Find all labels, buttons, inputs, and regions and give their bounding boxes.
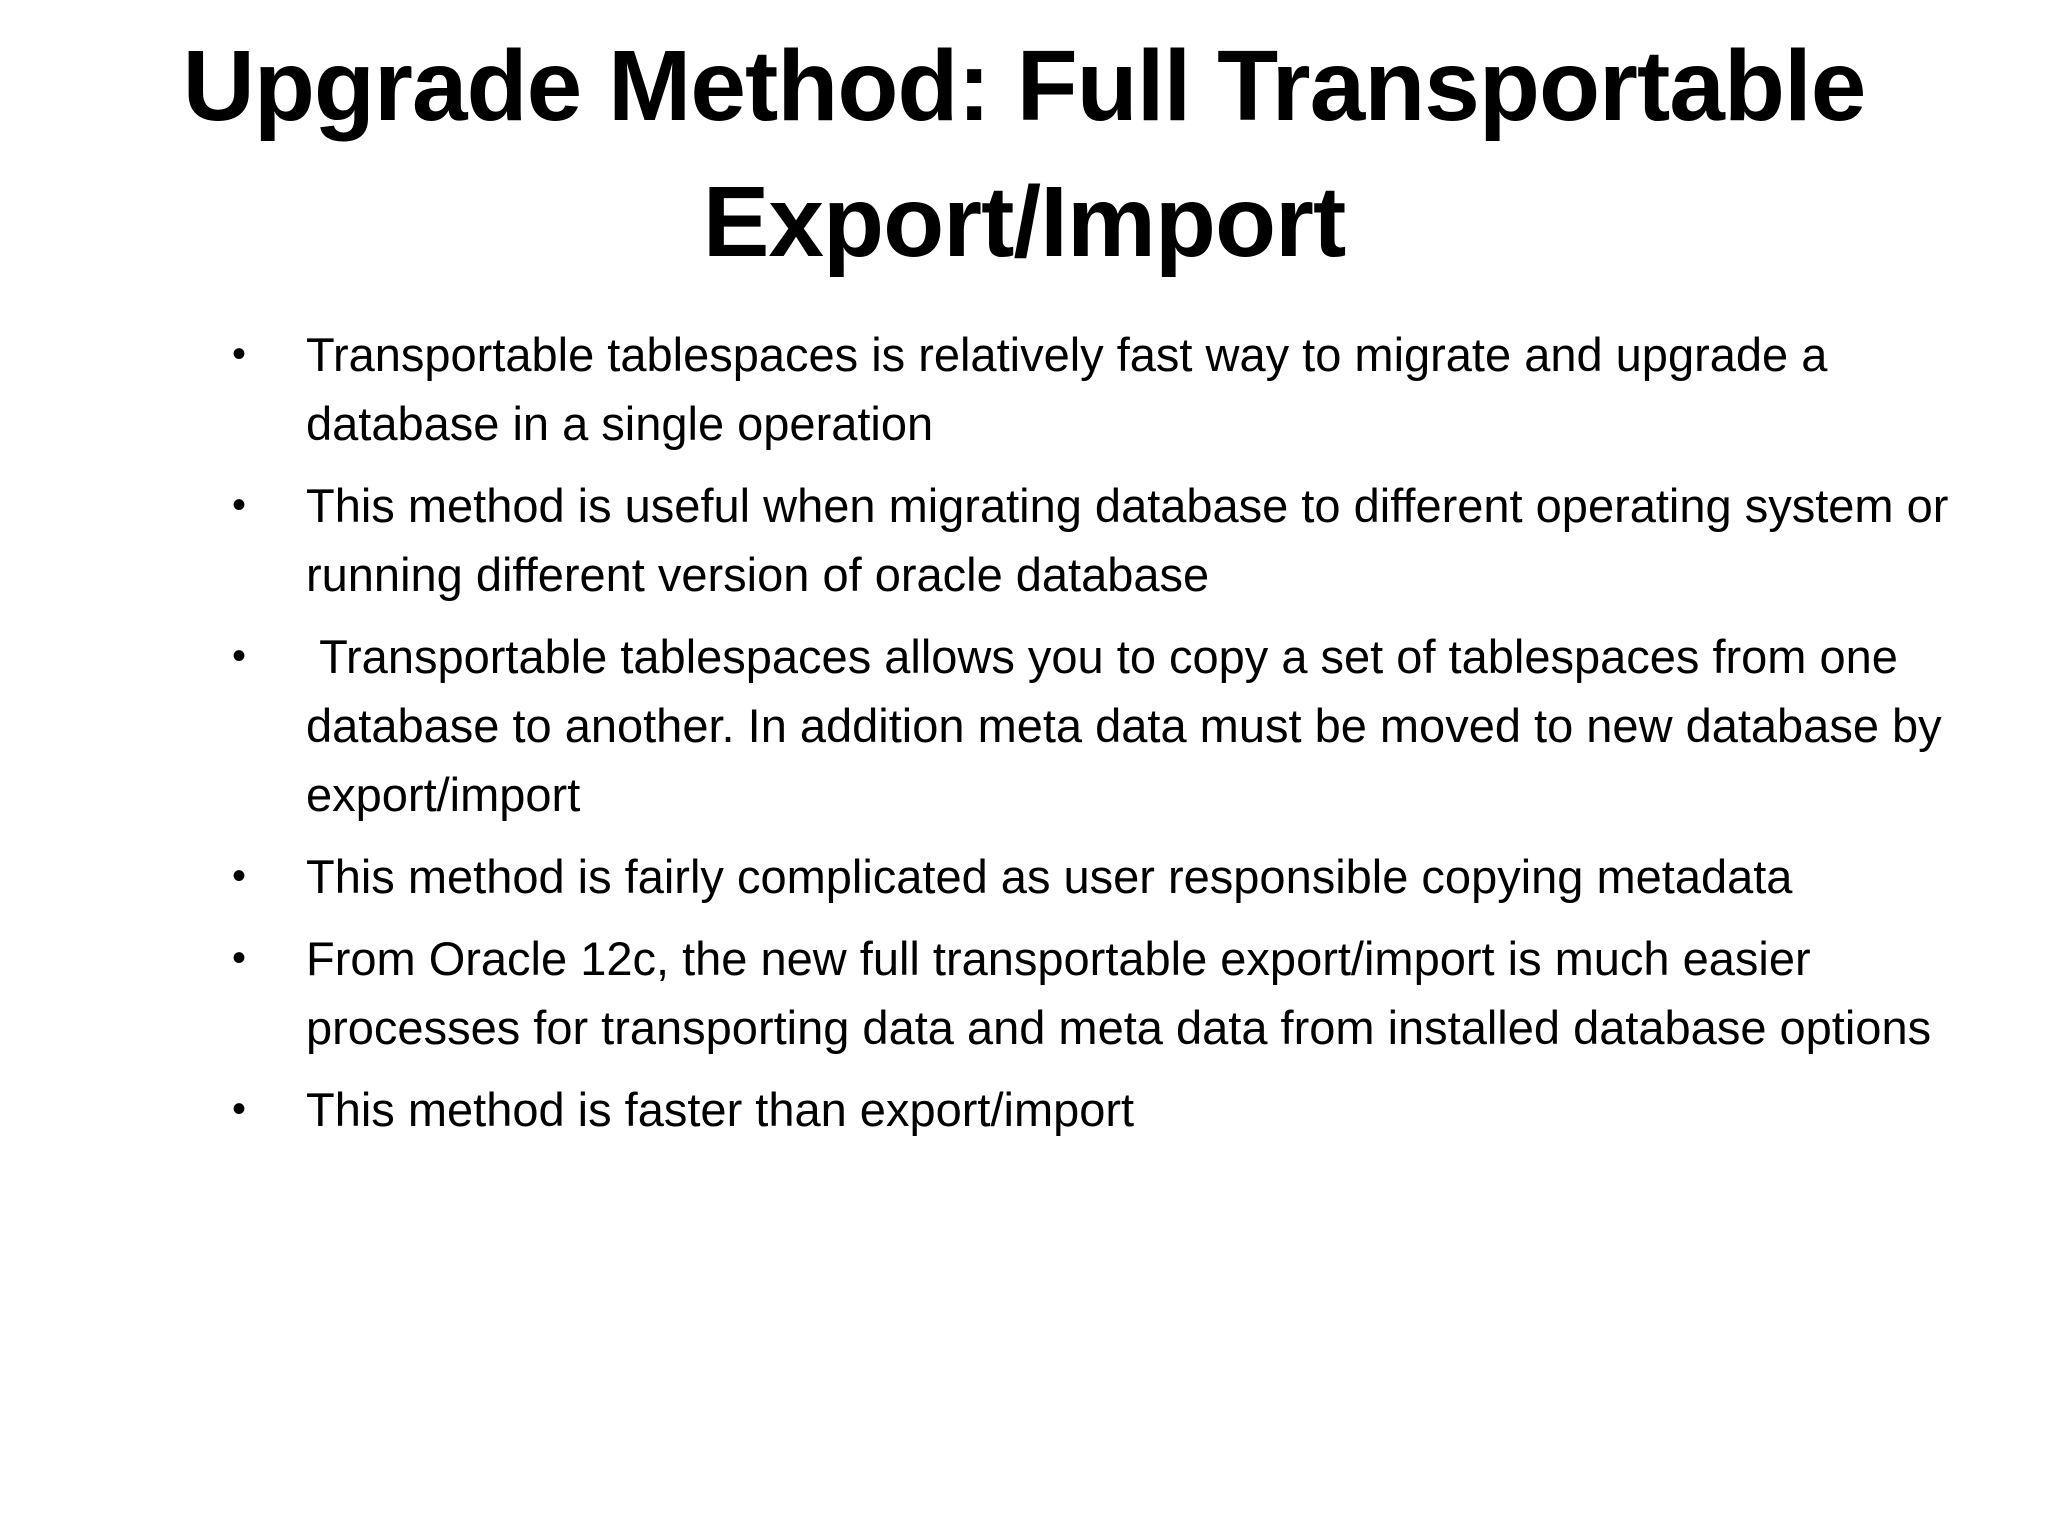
bullet-dot-icon: • [231,936,246,980]
bullet-text: Transportable tablespaces is relatively fast way to migrate and upgrade a database in a single operation [306,328,1841,450]
bullet-text: This method is useful when migrating database to different operating system or running different version of oracle database [306,479,1962,601]
bullet-text: This method is faster than export/import [306,1083,1135,1136]
bullet-list [224,320,1962,1157]
bullet-dot-icon: • [231,483,246,527]
slide-title [100,18,1948,290]
bullet-item [224,924,1954,1062]
bullet-dot-icon: • [231,634,246,678]
bullet-text: This method is fairly complicated as user responsible copying metadata [306,850,1793,903]
bullet-text: From Oracle 12c, the new full transportable export/import is much easier processes for transporting data and meta data from installed database options [306,932,1932,1054]
bullet-dot-icon: • [231,1087,246,1131]
bullet-item [224,842,1954,911]
slide-title-line-2: Export/Import [702,166,1346,278]
bullet-dot-icon: • [231,332,246,376]
bullet-item [224,471,1962,609]
bullet-dot-icon: • [231,854,246,898]
bullet-item [224,320,1954,458]
slide-title-line-1: Upgrade Method: Full Transportable [182,30,1866,142]
bullet-item [224,1075,1954,1144]
bullet-item [224,622,1954,829]
bullet-text: Transportable tablespaces allows you to copy a set of tablespaces from one database to another. In addition meta data must be moved to new database by export/import [306,630,1955,821]
